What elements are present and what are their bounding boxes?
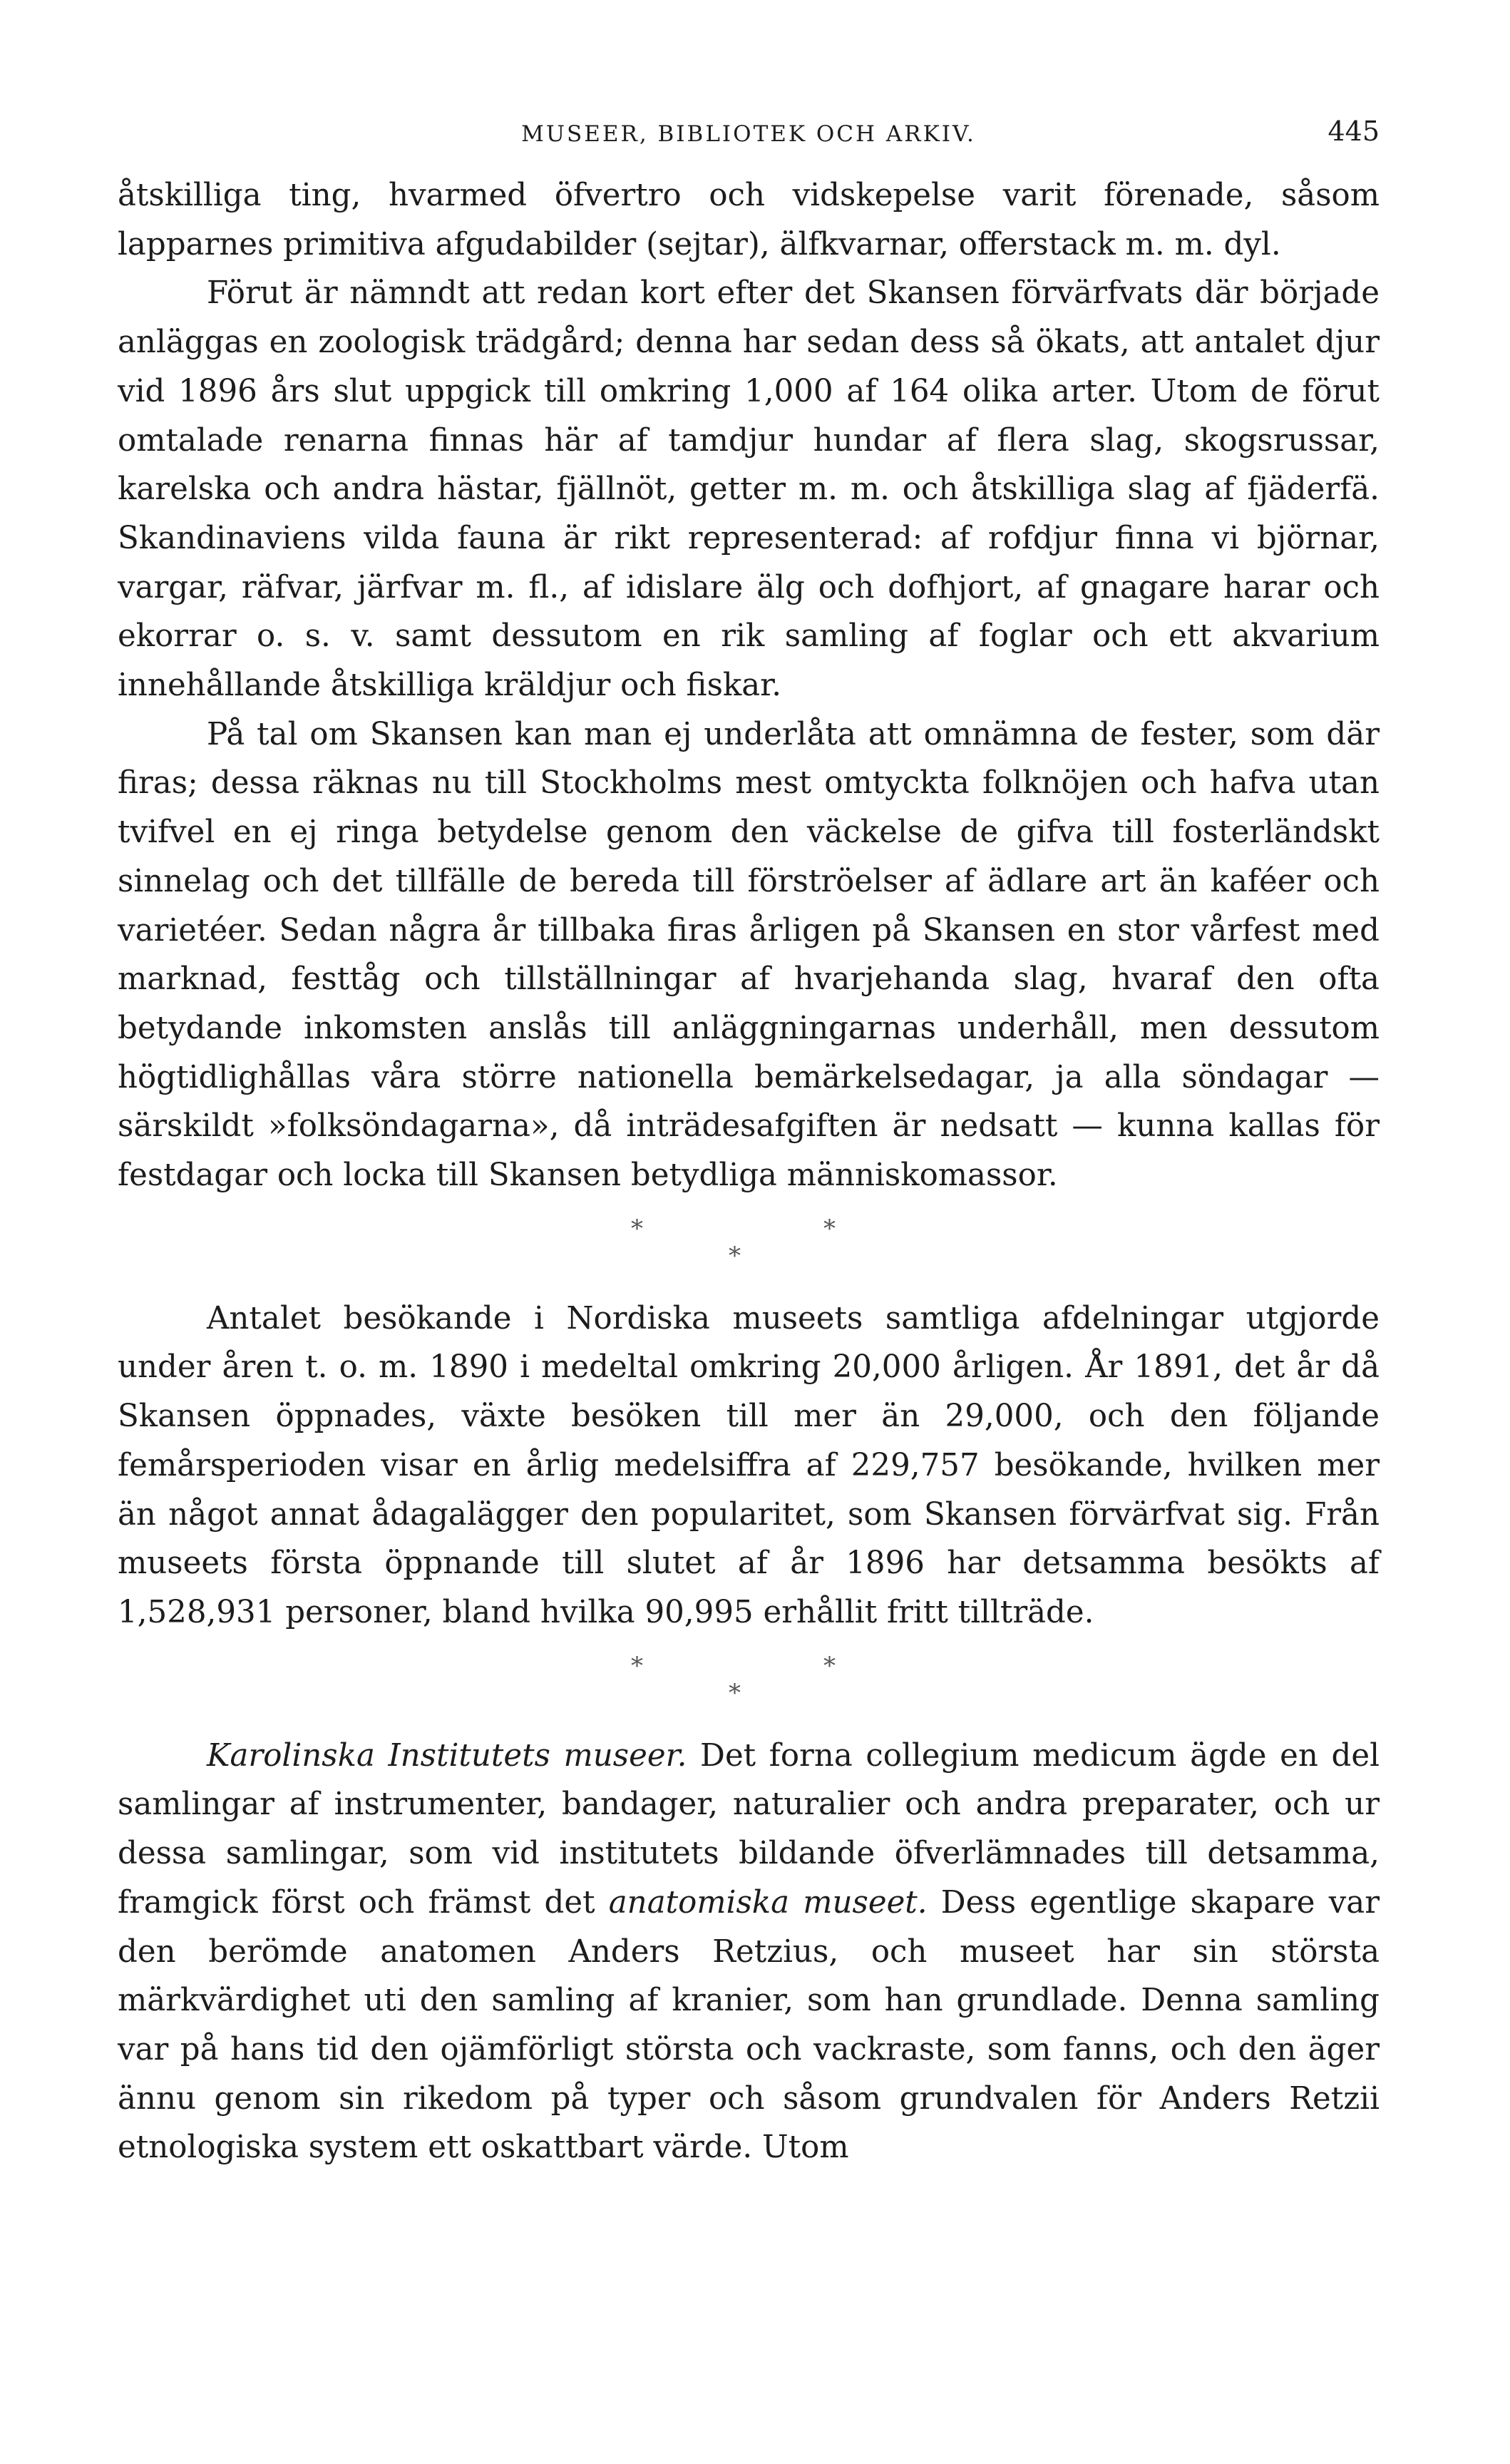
page (118, 100, 1380, 2172)
running-title: MUSEER, BIBLIOTEK OCH ARKIV. (521, 121, 976, 147)
paragraph-5 (118, 1732, 1380, 2172)
paragraph-5-text-a: Det forna collegium medicum ägde en del samlingar af instrumenter, bandager, naturalier och andra preparater, och ur dessa samlingar, som vid institutets bildande öfverlämnades till detsamma, framgick först och främst det (118, 1737, 1380, 1921)
asterism-star: * (729, 1241, 741, 1270)
asterism-separator (118, 1652, 1380, 1732)
asterism-star: * (823, 1651, 836, 1680)
asterism-separator (118, 1215, 1380, 1294)
asterism-star: * (631, 1214, 643, 1243)
paragraph-5-text-b: Dess egentlige skapare var den berömde anatomen Anders Retzius, och museet har sin största märkvärdighet uti den samling af kranier, som han grundlade. Denna samling var på hans tid den ojämförligt största och vackraste, som fanns, och den äger ännu genom sin rikedom på typer och såsom grundvalen för Anders Retzii etnologiska system ett oskattbart värde. Utom (118, 1884, 1380, 2166)
asterism-star: * (823, 1214, 836, 1243)
paragraph-2: Förut är nämndt att redan kort efter det Skansen förvärfvats där började anläggas en zoologisk trädgård; denna har sedan dess så ökats, att antalet djur vid 1896 års slut uppgick till omkring 1,000 af 164 olika arter. Utom de förut omtalade renarna finnas här af tamdjur hundar af flera slag, skogsrussar, karelska och andra hästar, fjällnöt, getter m. m. och åtskilliga slag af fjäderfä. Skandinaviens vilda fauna är rikt representerad: af rofdjur finna vi björnar, vargar, räfvar, järfvar m. fl., af idislare älg och dofhjort, af gnagare harar och ekorrar o. s. v. samt dessutom en rik samling af foglar och ett akvarium innehållande åtskilliga kräldjur och fiskar. (118, 275, 1380, 704)
asterism-star: * (631, 1651, 643, 1680)
asterism-star: * (729, 1678, 741, 1707)
section-title: Karolinska Institutets museer. (207, 1737, 687, 1774)
paragraph-1: åtskilliga ting, hvarmed öfvertro och vidskepelse varit förenade, såsom lapparnes primitiva afgudabilder (sejtar), älfkvarnar, offerstack m. m. dyl. (118, 178, 1380, 262)
paragraph-3: På tal om Skansen kan man ej underlåta att omnämna de fester, som där firas; dessa räknas nu till Stockholms mest omtyckta folknöjen och hafva utan tvifvel en ej ringa betydelse genom den väckelse de gifva till fosterländskt sinnelag och det tillfälle de bereda till förströelser af ädlare art än kaféer och varietéer. Sedan några år tillbaka firas årligen på Skansen en stor vårfest med marknad, festtåg och tillställningar af hvarjehanda slag, hvaraf den ofta betydande inkomsten anslås till anläggningarnas underhåll, men dessutom högtidlighållas våra större nationella bemärkelsedagar, ja alla söndagar — särskildt »folksöndagarna», då inträdesafgiften är nedsatt — kunna kallas för festdagar och locka till Skansen betydliga människomassor. (118, 716, 1380, 1194)
paragraph-4: Antalet besökande i Nordiska museets samtliga afdelningar utgjorde under åren t. o. m. 1890 i medeltal omkring 20,000 årligen. År 1891, det år då Skansen öppnades, växte besöken till mer än 29,000, och den följande femårsperioden visar en årlig medelsiffra af 229,757 besökande, hvilken mer än något annat ådagalägger den popularitet, som Skansen förvärfvat sig. Från museets första öppnande till slutet af år 1896 har detsamma besökts af 1,528,931 personer, bland hvilka 90,995 erhållit fritt tillträde. (118, 1300, 1380, 1630)
running-head (118, 100, 1380, 171)
museum-name: anatomiska museet. (608, 1884, 928, 1921)
page-number: 445 (1327, 116, 1380, 147)
